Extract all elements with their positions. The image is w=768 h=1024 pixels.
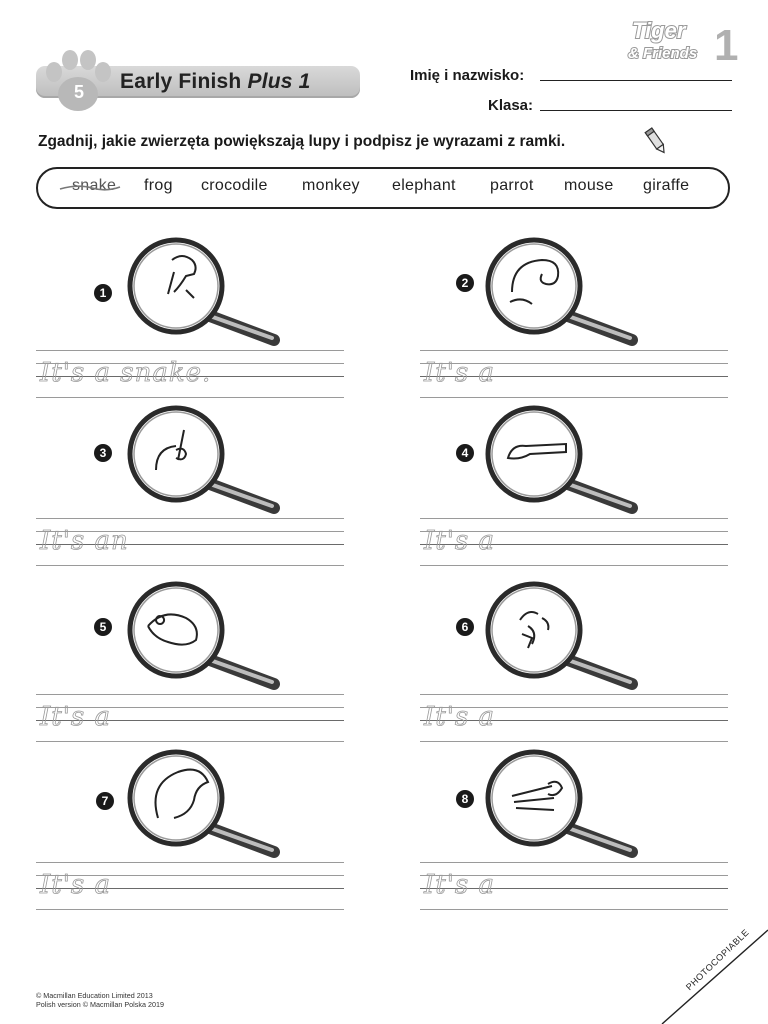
trace-text: It's an: [40, 526, 129, 556]
magnifying-glass-icon: [472, 576, 652, 696]
trace-text: It's a: [424, 870, 495, 900]
word-elephant: elephant: [392, 177, 456, 194]
instruction-text: Zgadnij, jakie zwierzęta powiększają lupy i podpisz je wyrazami z ramki.: [38, 133, 566, 150]
word-crocodile: crocodile: [201, 177, 268, 194]
title-main: Early Finish: [120, 70, 248, 93]
class-field[interactable]: [540, 110, 732, 111]
tiger-friends-logo: [622, 16, 742, 68]
name-label: Imię i nazwisko:: [410, 67, 525, 84]
photocopiable-corner: [660, 920, 768, 1024]
writing-line: [420, 862, 728, 863]
writing-line: [36, 694, 344, 695]
writing-line: [420, 518, 728, 519]
magnifying-glass-icon: [114, 744, 294, 864]
class-label: Klasa:: [488, 97, 534, 114]
trace-text: It's a: [40, 870, 111, 900]
writing-line: [36, 741, 344, 742]
writing-line: [420, 909, 728, 910]
word-mouse: mouse: [564, 177, 614, 194]
exercise-number-badge: 6: [456, 618, 474, 636]
writing-line: [420, 565, 728, 566]
word-snake: snake: [72, 177, 117, 194]
magnifying-glass-icon: [114, 400, 294, 520]
word-monkey: monkey: [302, 177, 360, 194]
writing-line: [36, 397, 344, 398]
name-field[interactable]: [540, 80, 732, 81]
svg-text:1: 1: [714, 21, 739, 68]
title-italic: Plus 1: [247, 70, 311, 93]
exercise-number-badge: 7: [96, 792, 114, 810]
page-title: [120, 70, 311, 94]
magnifying-glass-icon: [114, 576, 294, 696]
handwriting-lines[interactable]: [420, 350, 728, 400]
copyright-line-1: © Macmillan Education Limited 2013: [36, 991, 153, 1000]
svg-text:& Friends: & Friends: [628, 45, 698, 62]
magnifying-glass-icon: [472, 400, 652, 520]
handwriting-lines[interactable]: [420, 694, 728, 744]
word-bank-box: [36, 167, 730, 209]
writing-line: [420, 350, 728, 351]
copyright-line-2: Polish version © Macmillan Polska 2019: [36, 1000, 164, 1009]
photocopiable-label: PHOTOCOPIABLE: [684, 927, 751, 993]
unit-number: 5: [73, 82, 84, 102]
writing-line: [420, 694, 728, 695]
writing-line: [420, 397, 728, 398]
handwriting-lines[interactable]: [420, 518, 728, 568]
writing-line: [36, 565, 344, 566]
pencil-icon: [644, 126, 668, 156]
handwriting-lines[interactable]: [420, 862, 728, 912]
trace-text: It's a: [424, 358, 495, 388]
exercise-number-badge: 8: [456, 790, 474, 808]
handwriting-lines[interactable]: [36, 518, 344, 568]
trace-text: It's a: [40, 702, 111, 732]
handwriting-lines[interactable]: [36, 862, 344, 912]
exercise-number-badge: 5: [94, 618, 112, 636]
writing-line: [36, 518, 344, 519]
writing-line: [36, 909, 344, 910]
exercise-number-badge: 4: [456, 444, 474, 462]
magnifying-glass-icon: [114, 232, 294, 352]
writing-line: [36, 862, 344, 863]
magnifying-glass-icon: [472, 232, 652, 352]
magnifying-glass-icon: [472, 744, 652, 864]
handwriting-lines[interactable]: [36, 694, 344, 744]
word-frog: frog: [144, 177, 173, 194]
trace-text: It's a: [424, 702, 495, 732]
exercise-number-badge: 2: [456, 274, 474, 292]
word-giraffe: giraffe: [643, 177, 690, 194]
handwriting-lines[interactable]: [36, 350, 344, 400]
writing-line: [420, 741, 728, 742]
trace-text: It's a: [424, 526, 495, 556]
exercise-number-badge: 3: [94, 444, 112, 462]
svg-text:Tiger: Tiger: [632, 18, 686, 43]
copyright-notice: [36, 991, 164, 1009]
word-parrot: parrot: [490, 177, 534, 194]
trace-text: It's a snake.: [40, 358, 212, 388]
writing-line: [36, 350, 344, 351]
exercise-number-badge: 1: [94, 284, 112, 302]
strike-through-mark: [58, 183, 122, 193]
